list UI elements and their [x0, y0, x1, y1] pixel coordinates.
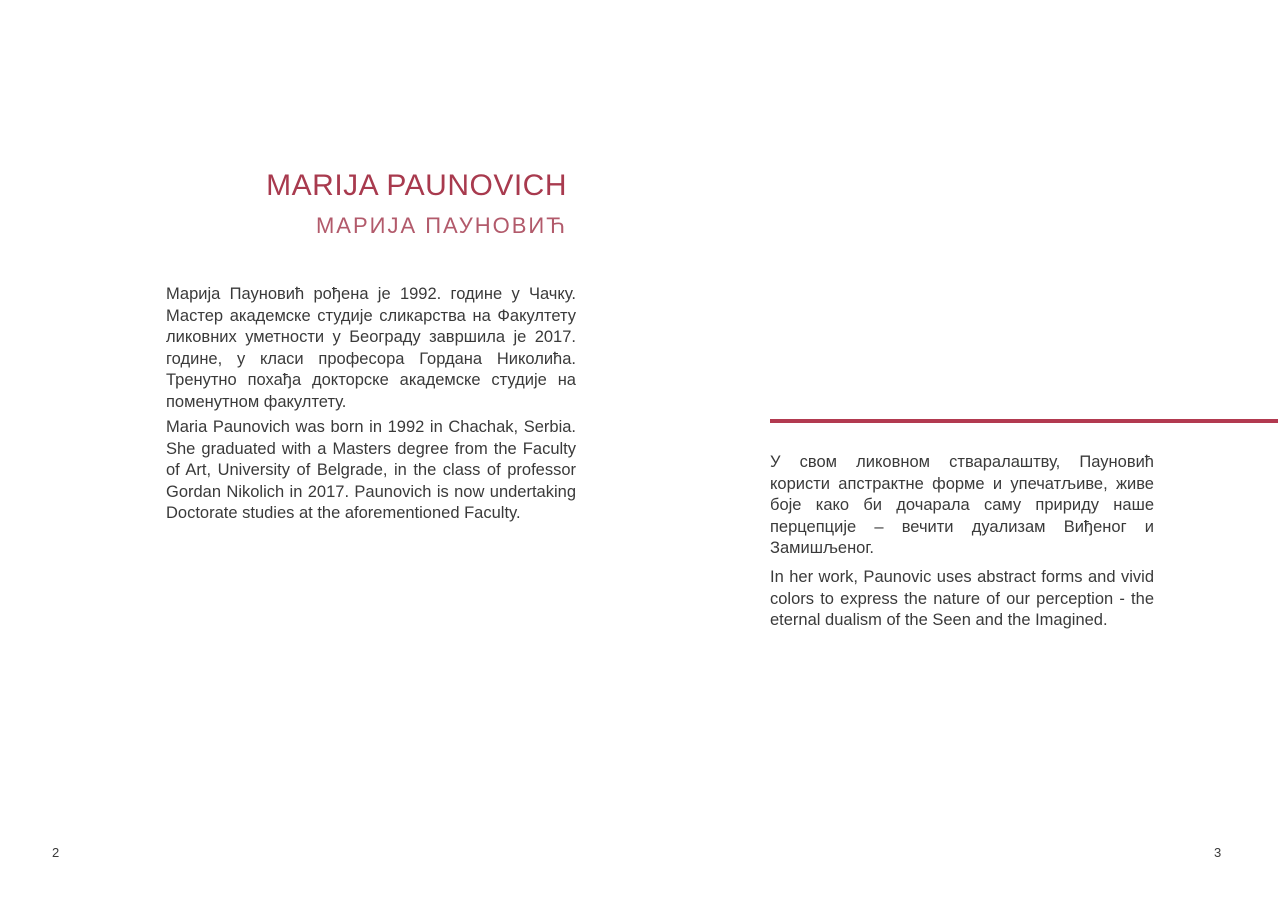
artist-name-cyrillic: МАРИЈА ПАУНОВИЋ [315, 213, 567, 238]
artist-statement-serbian: У свом ликовном стваралаштву, Пауновић користи апстрактне форме и упечатљиве, живе боје како би дочарала саму пририду наше перцепције – вечити дуализам Виђеног и Замишљеног. [770, 453, 1154, 558]
page-number-left: 2 [52, 845, 60, 860]
page-right [639, 0, 1278, 903]
artist-statement-english: In her work, Paunovic uses abstract forms and vivid colors to express the nature of our perception - the eternal dualism of the Seen and the Imagined. [770, 568, 1154, 630]
biography-serbian: Марија Пауновић рођена је 1992. године у Чачку. Мастер академске студије сликарства на Факултету ликовних уметности у Београду завршила је 2017. године, у класи професора Гордана Николића. Тренутно похађа докторске академске студије на поменутном факултету. [166, 285, 576, 411]
red-divider-rule [770, 419, 1278, 423]
artist-name-latin: MARIJA PAUNOVICH [266, 169, 567, 202]
biography-english: Maria Paunovich was born in 1992 in Chachak, Serbia. She graduated with a Masters degree from the Faculty of Art, University of Belgrade, in the class of professor Gordan Nikolich in 2017. Paunovich is now undertaking Doctorate studies at the aforementioned Faculty. [166, 418, 576, 523]
page-number-right: 3 [1214, 845, 1222, 860]
